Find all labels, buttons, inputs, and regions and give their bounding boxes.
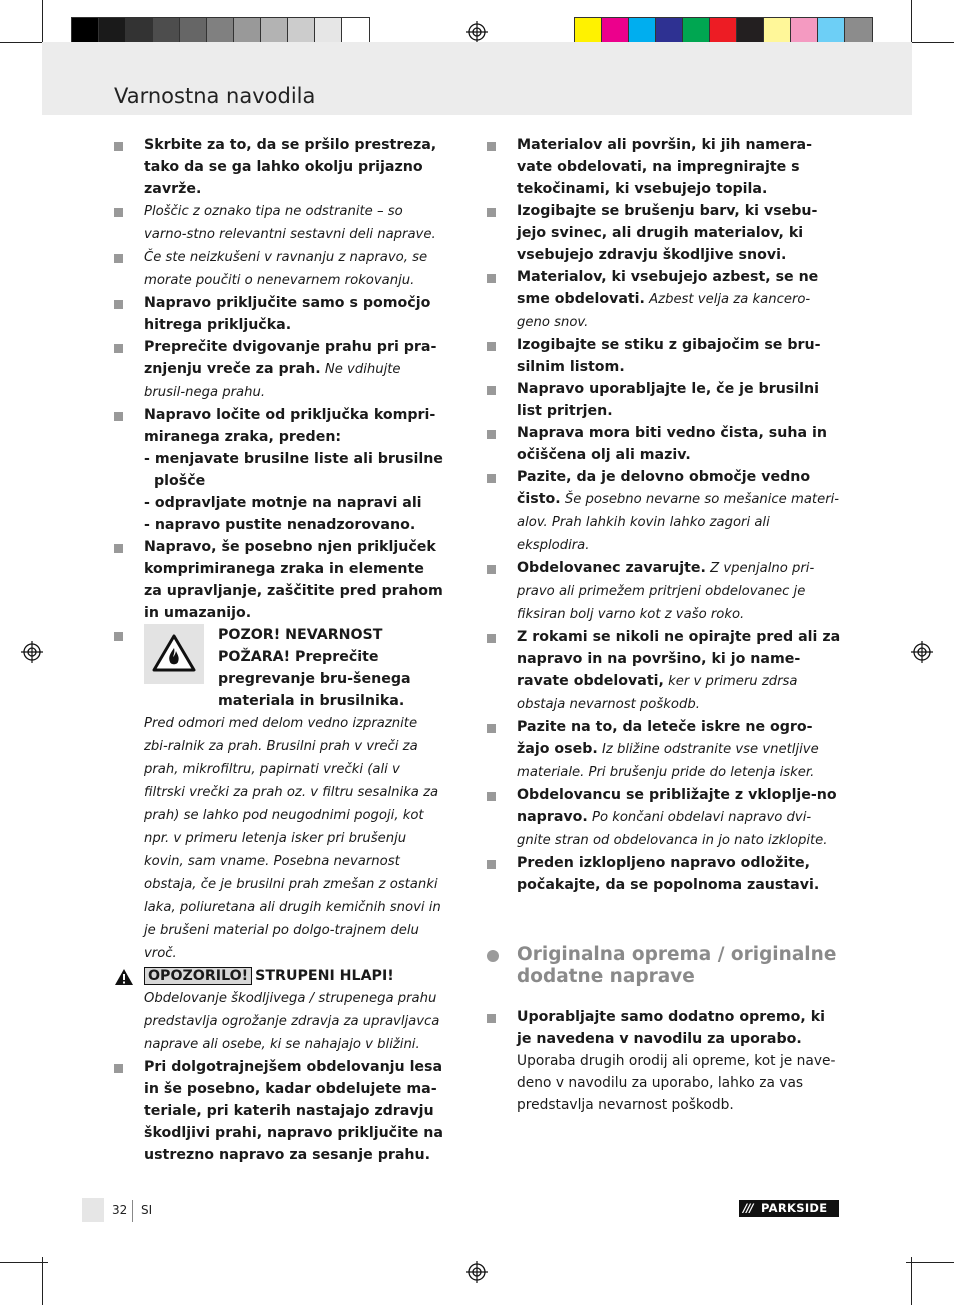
list-item bbox=[487, 466, 842, 557]
fire-hazard-block bbox=[114, 624, 444, 965]
item-italic-text: Po končani obdelavi napravo dvi-gnite stran od obdelovanca in jo nato izklopite. bbox=[517, 810, 828, 848]
square-bullet-icon bbox=[114, 254, 123, 263]
square-bullet-icon bbox=[487, 386, 496, 395]
section-heading-text: Originalna oprema / originalne dodatne naprave bbox=[517, 944, 837, 987]
footer-divider bbox=[132, 1200, 133, 1222]
square-bullet-icon bbox=[114, 300, 123, 309]
crop-mark bbox=[0, 42, 48, 43]
page-number: 32 bbox=[112, 1203, 128, 1217]
list-item bbox=[487, 784, 842, 852]
item-bold-text: Izogibajte se stiku z gibajočim se bru-silnim listom. bbox=[517, 337, 821, 375]
item-italic-text: ker v primeru zdrsa obstaja nevarnost poškodb. bbox=[517, 674, 798, 712]
square-bullet-icon bbox=[487, 142, 496, 151]
language-code: SI bbox=[141, 1203, 153, 1217]
list-item bbox=[487, 134, 842, 200]
list-item bbox=[114, 292, 444, 336]
item-bold-text: Pazite, da je delovno območje vedno čisto. bbox=[517, 469, 811, 507]
square-bullet-icon bbox=[487, 792, 496, 801]
square-bullet-icon bbox=[114, 142, 123, 151]
item-italic-text: Ploščic z oznako tipa ne odstranite – so varno-stno relevantni sestavni deli naprave. bbox=[144, 204, 436, 242]
square-bullet-icon bbox=[487, 634, 496, 643]
dash-item-continued: plošče bbox=[154, 473, 206, 489]
toxic-fumes-warning bbox=[114, 965, 444, 1056]
item-bold-text: Pazite na to, da leteče iskre ne ogro-žajo oseb. bbox=[517, 719, 813, 757]
crop-mark bbox=[0, 1262, 48, 1263]
item-bold-text: Obdelovancu se približajte z vkloplje-no napravo. bbox=[517, 787, 837, 825]
item-italic-text: Azbest velja za kancero-geno snov. bbox=[517, 292, 811, 330]
item-bold-text: Z rokami se nikoli ne opirajte pred ali za napravo in na površino, ki jo name-ravate obdelovati, bbox=[517, 629, 841, 689]
footer-tab bbox=[82, 1198, 104, 1222]
warning-triangle-icon bbox=[114, 968, 134, 986]
section-heading bbox=[487, 944, 842, 988]
item-bold-text: Obdelovanec zavarujte. bbox=[517, 560, 706, 576]
list-item bbox=[487, 557, 842, 626]
item-regular-text: Uporaba drugih orodij ali opreme, kot je nave-deno v navodilu za uporabo, lahko za vas predstavlja nevarnost poškodb. bbox=[517, 1053, 836, 1113]
square-bullet-icon bbox=[487, 342, 496, 351]
registration-mark-icon bbox=[21, 641, 43, 663]
registration-mark-icon bbox=[466, 21, 488, 43]
list-item bbox=[487, 334, 842, 378]
item-bold-text: Napravo priključite samo s pomočjo hitrega priključka. bbox=[144, 295, 431, 333]
registration-mark-icon bbox=[911, 641, 933, 663]
list-item bbox=[114, 536, 444, 624]
crop-mark bbox=[42, 1257, 43, 1305]
brand-logo-slashes: /// bbox=[743, 1201, 753, 1215]
fire-warning-icon bbox=[144, 624, 204, 684]
fire-warning-text: Pred odmori med delom vedno izpraznite zbi-ralnik za prah. Brusilni prah v vreči za prah, mikrofiltru, papirnati vrečki (ali v filtrski vrečki za prah oz. v filtru sesalnika za prah) se lahko pod neugodnimi pogoji, kot npr. v primeru letenja isker pri brušenju kovin, sam vname. Posebna nevarnost obstaja, če je brusilni prah zmešan z ostanki laka, poliuretana ali drugih kemičnih snovi in je brušeni material po dolgo-trajnem delu vroč. bbox=[144, 716, 441, 961]
square-bullet-icon bbox=[114, 208, 123, 217]
square-bullet-icon bbox=[487, 1014, 496, 1023]
crop-mark bbox=[911, 1257, 912, 1305]
square-bullet-icon bbox=[114, 412, 123, 421]
list-item bbox=[487, 716, 842, 784]
dash-item: - menjavate brusilne liste ali brusilne bbox=[144, 451, 443, 467]
item-italic-text: Iz bližine odstranite vse vnetljive materiale. Pri brušenju pride do letenja isker. bbox=[517, 742, 819, 780]
list-item bbox=[114, 404, 444, 536]
dash-item: - odpravljate motnje na napravi ali bbox=[144, 495, 422, 511]
item-bold-text: Naprava mora biti vedno čista, suha in očiščena olj ali maziv. bbox=[517, 425, 827, 463]
list-item bbox=[487, 266, 842, 334]
item-bold-text: Napravo uporabljajte le, če je brusilni list pritrjen. bbox=[517, 381, 819, 419]
right-column bbox=[487, 134, 842, 1116]
item-bold-text: Materialov, ki vsebujejo azbest, se ne sme obdelovati. bbox=[517, 269, 819, 307]
item-bold-text: Preden izklopljeno napravo odložite, počakajte, da se popolnoma zaustavi. bbox=[517, 855, 820, 893]
item-bold-text: Napravo, še posebno njen priključek komprimiranega zraka in elemente za upravljanje, zaščitite pred prahom in umazanijo. bbox=[144, 539, 443, 621]
list-item bbox=[114, 246, 444, 292]
warning-text: Obdelovanje škodljivega / strupenega prahu predstavlja ogrožanje zdravja za upravljavca naprave ali osebe, ki se nahajajo v bližini. bbox=[144, 991, 440, 1052]
square-bullet-icon bbox=[487, 724, 496, 733]
list-item bbox=[487, 626, 842, 716]
item-italic-text: Če ste neizkušeni v ravnanju z napravo, se morate poučiti o nenevarnem rokovanju. bbox=[144, 250, 428, 288]
square-bullet-icon bbox=[114, 344, 123, 353]
item-italic-text: Še posebno nevarne so mešanice materi-alov. Prah lahkih kovin lahko zagori ali eksplodira. bbox=[517, 492, 840, 553]
page-title: Varnostna navodila bbox=[114, 84, 316, 108]
square-bullet-icon bbox=[487, 474, 496, 483]
round-bullet-icon bbox=[487, 950, 499, 962]
list-item bbox=[487, 378, 842, 422]
list-item bbox=[487, 1006, 842, 1116]
left-column bbox=[114, 134, 444, 1166]
fire-warning-title: POZOR! NEVARNOST POŽARA! Preprečite pregrevanje bru-šenega materiala in brusilnika. bbox=[218, 627, 411, 709]
item-italic-text: Ne vdihujte brusil-nega prahu. bbox=[144, 362, 401, 400]
square-bullet-icon bbox=[114, 544, 123, 553]
list-item bbox=[114, 134, 444, 200]
square-bullet-icon bbox=[487, 274, 496, 283]
list-item bbox=[114, 336, 444, 404]
square-bullet-icon bbox=[487, 208, 496, 217]
square-bullet-icon bbox=[114, 632, 123, 641]
warning-title: STRUPENI HLAPI! bbox=[255, 968, 394, 984]
list-item bbox=[487, 200, 842, 266]
list-item bbox=[114, 200, 444, 246]
crop-mark bbox=[911, 0, 912, 48]
dash-item: - napravo pustite nenadzorovano. bbox=[144, 517, 416, 533]
warning-badge: OPOZORILO! bbox=[144, 967, 252, 985]
brand-logo-text: PARKSIDE bbox=[761, 1201, 828, 1215]
registration-mark-icon bbox=[466, 1261, 488, 1283]
item-bold-text: Skrbite za to, da se pršilo prestreza, tako da se ga lahko okolju prijazno zavrže. bbox=[144, 137, 437, 197]
item-italic-text: Z vpenjalno pri-pravo ali primežem pritrjeni obdelovanec je fiksiran bolj varno kot z vašo roko. bbox=[517, 561, 815, 622]
crop-mark bbox=[42, 0, 43, 48]
square-bullet-icon bbox=[487, 860, 496, 869]
item-bold-text: Uporabljajte samo dodatno opremo, ki je navedena v navodilu za uporabo. bbox=[517, 1009, 826, 1047]
square-bullet-icon bbox=[487, 430, 496, 439]
item-bold-text: Pri dolgotrajnejšem obdelovanju lesa in še posebno, kadar obdelujete ma-teriale, pri katerih nastajajo zdravju škodljivi prahi, napravo priključite na ustrezno napravo za sesanje prahu. bbox=[144, 1059, 443, 1163]
list-item bbox=[487, 422, 842, 466]
crop-mark bbox=[906, 1262, 954, 1263]
list-item bbox=[487, 852, 842, 896]
item-bold-text: Materialov ali površin, ki jih namera-vate obdelovati, na impregnirajte s tekočinami, ki vsebujejo topila. bbox=[517, 137, 812, 197]
square-bullet-icon bbox=[487, 565, 496, 574]
item-bold-text: Izogibajte se brušenju barv, ki vsebu-jejo svinec, ali drugih materialov, ki vsebujejo zdravju škodljive snovi. bbox=[517, 203, 818, 263]
crop-mark bbox=[906, 42, 954, 43]
brand-logo bbox=[739, 1200, 839, 1217]
square-bullet-icon bbox=[114, 1064, 123, 1073]
list-item bbox=[114, 1056, 444, 1166]
item-bold-text: Preprečite dvigovanje prahu pri pra-znjenju vreče za prah. bbox=[144, 339, 437, 377]
item-bold-text: Napravo ločite od priključka kompri-miranega zraka, preden: bbox=[144, 407, 436, 445]
